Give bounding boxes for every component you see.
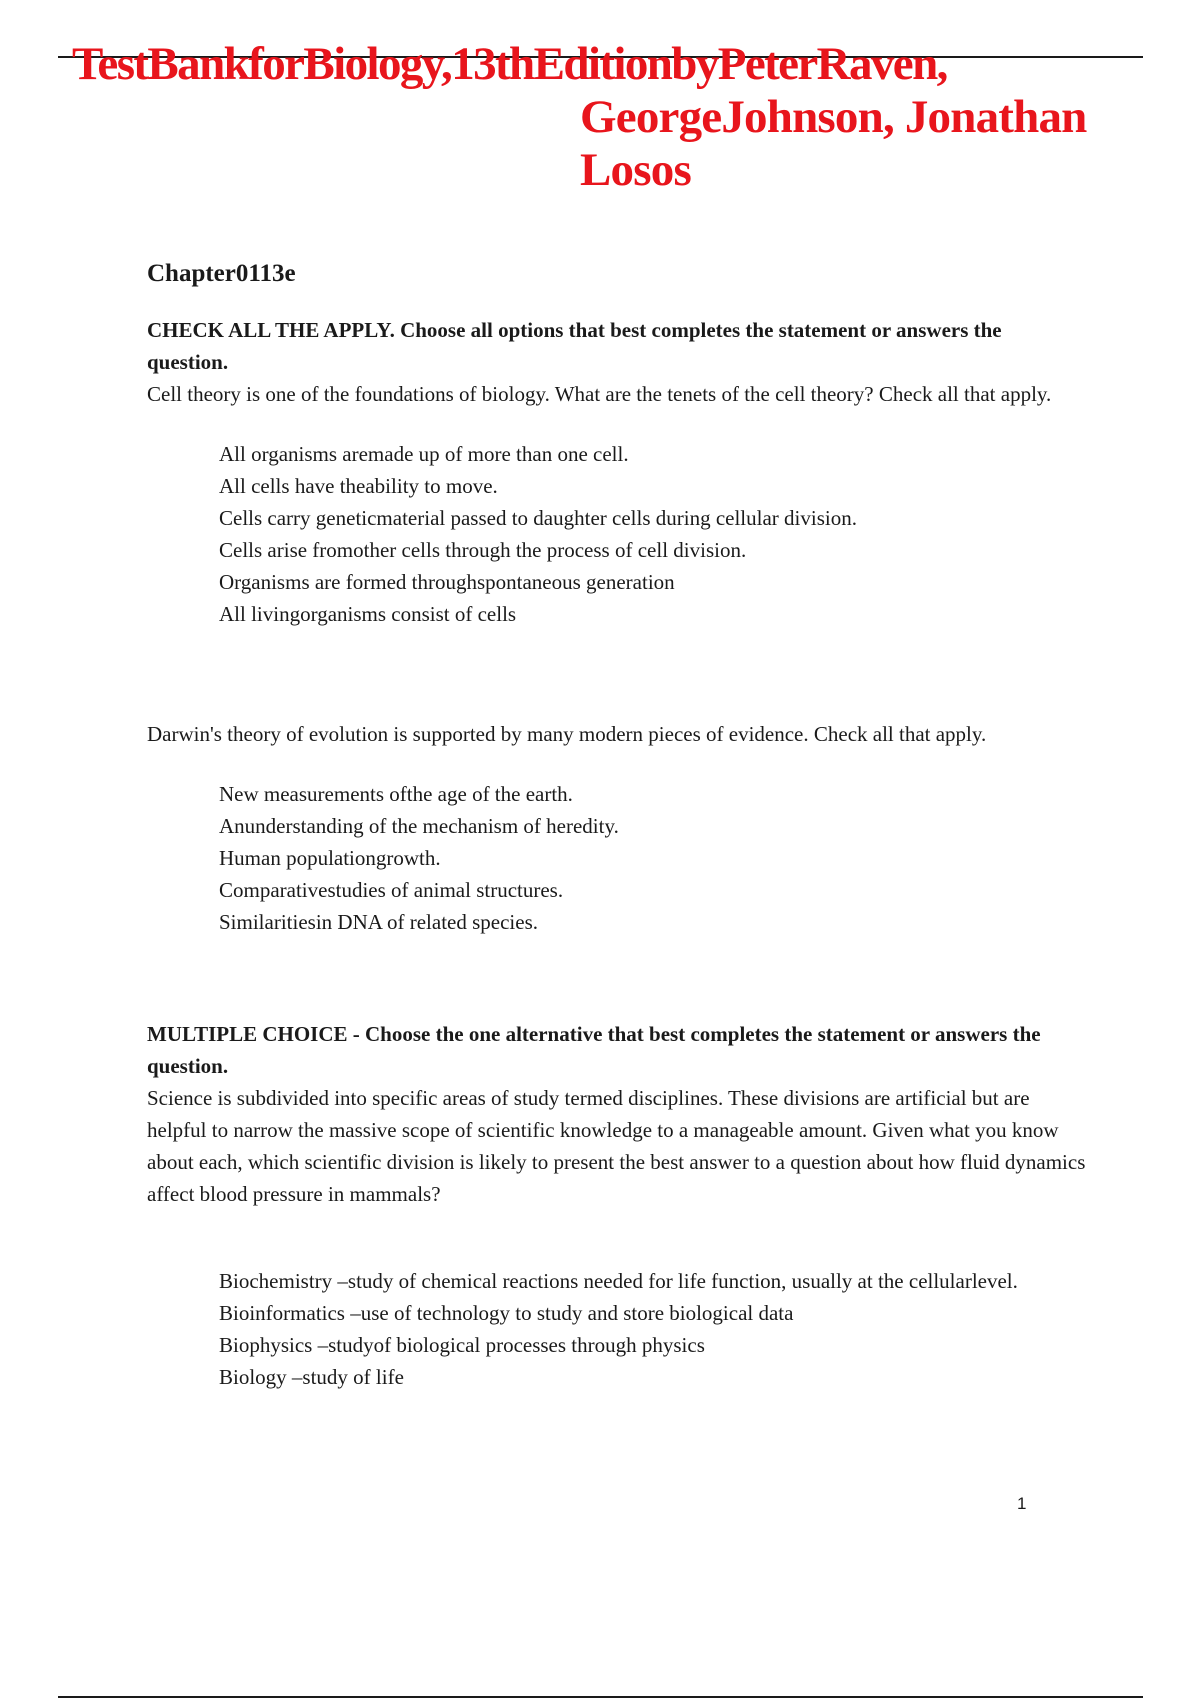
option[interactable]: Similaritiesin DNA of related species.: [219, 910, 539, 934]
option[interactable]: All organisms aremade up of more than one cell.: [219, 442, 629, 466]
page-content: [147, 252, 1087, 1393]
options-cell-theory: [147, 438, 1087, 630]
option[interactable]: Comparativestudies of animal structures.: [219, 878, 564, 902]
footer-rule: [58, 1696, 1143, 1698]
check-all-instruction: CHECK ALL THE APPLY. Choose all options that best completes the statement or answers the question.: [147, 318, 1002, 374]
document-title: TestBankforBiology,13thEditionbyPeterRaven,: [72, 38, 947, 90]
option[interactable]: Biology –study of life: [219, 1365, 404, 1389]
option[interactable]: Biochemistry –study of chemical reactions needed for life function, usually at the cellularlevel.: [219, 1269, 1018, 1293]
question-cell-theory: Cell theory is one of the foundations of biology. What are the tenets of the cell theory? Check all that apply.: [147, 382, 1052, 406]
page-number: 1: [1017, 1494, 1027, 1513]
option[interactable]: New measurements ofthe age of the earth.: [219, 782, 573, 806]
question-darwin-evidence: Darwin's theory of evolution is supported by many modern pieces of evidence. Check all that apply.: [147, 722, 987, 746]
option[interactable]: Cells carry geneticmaterial passed to daughter cells during cellular division.: [219, 506, 857, 530]
option[interactable]: Anunderstanding of the mechanism of heredity.: [219, 814, 619, 838]
option[interactable]: Bioinformatics –use of technology to study and store biological data: [219, 1301, 794, 1325]
option[interactable]: Cells arise fromother cells through the process of cell division.: [219, 538, 747, 562]
question-scientific-division: Science is subdivided into specific areas of study termed disciplines. These divisions are artificial but are helpful to narrow the massive scope of scientific knowledge to a manageable amount. Given what you know about each, which scientific division is likely to present the best answer to a question about how fluid dynamics affect blood pressure in mammals?: [147, 1086, 1086, 1206]
document-authors: GeorgeJohnson, Jonathan Losos: [580, 91, 1087, 196]
option[interactable]: All livingorganisms consist of cells: [219, 602, 517, 626]
multiple-choice-instruction: MULTIPLE CHOICE - Choose the one alternative that best completes the statement or answers the question.: [147, 1022, 1041, 1078]
option[interactable]: All cells have theability to move.: [219, 474, 498, 498]
option[interactable]: Human populationgrowth.: [219, 846, 441, 870]
options-scientific-division: [147, 1265, 1087, 1393]
chapter-heading: Chapter0113e: [147, 260, 296, 287]
option[interactable]: Organisms are formed throughspontaneous generation: [219, 570, 675, 594]
option[interactable]: Biophysics –studyof biological processes through physics: [219, 1333, 705, 1357]
options-darwin-evidence: [147, 778, 1087, 938]
